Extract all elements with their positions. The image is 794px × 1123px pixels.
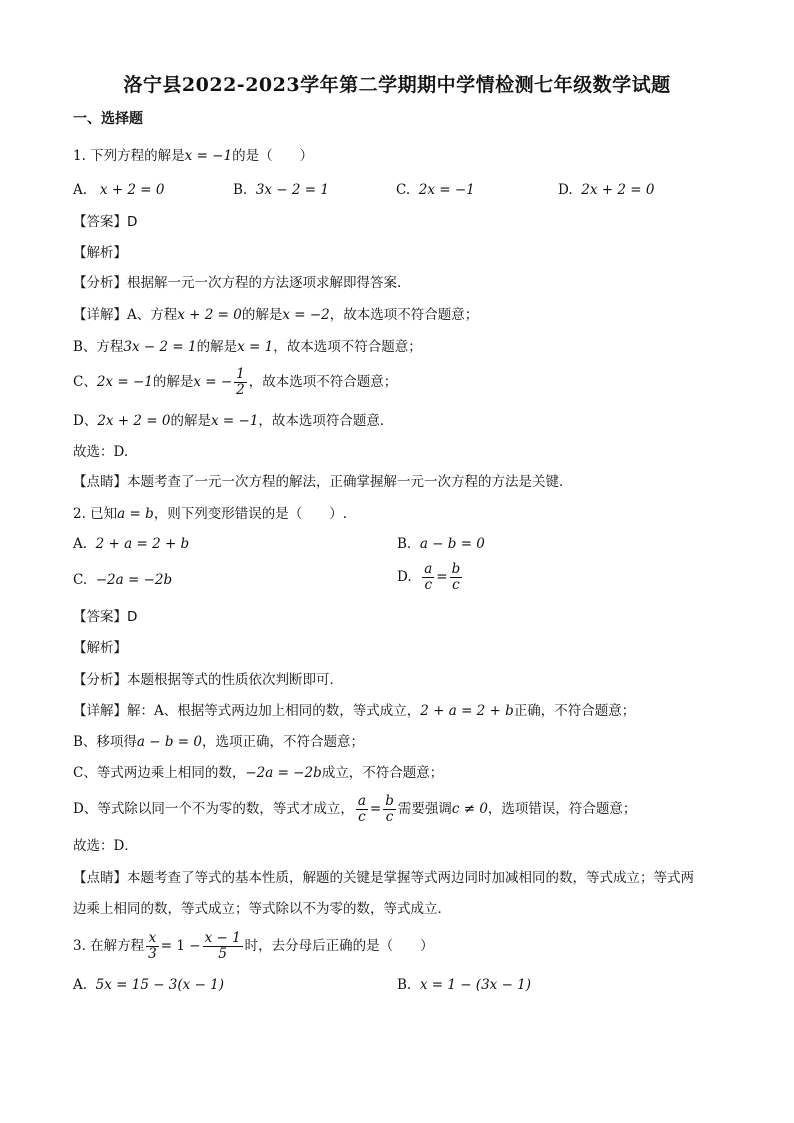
equals: =	[436, 569, 448, 585]
q2-xiangjie-c	[73, 763, 443, 783]
option-math: −2a = −2b	[95, 572, 173, 588]
q1-option-c	[396, 182, 475, 198]
q1-stem-math: x = −1	[184, 148, 233, 164]
text: 3. 在解方程	[73, 938, 145, 954]
text: ，故本选项不符合题意；	[329, 307, 479, 323]
numerator: a	[357, 793, 366, 809]
q1-xiangjie-a	[73, 305, 478, 325]
q1-stem-tail: 的是（ ）	[232, 148, 314, 164]
option-label: B.	[397, 977, 412, 993]
math: −2a = −2b	[245, 765, 322, 781]
denominator: c	[424, 577, 433, 593]
q1-stem	[73, 146, 313, 166]
numerator: x − 1	[204, 930, 241, 946]
option-label: D.	[558, 182, 573, 198]
option-label: C.	[396, 182, 411, 198]
q2-xiangjie-a	[73, 701, 635, 721]
text: D、等式除以同一个不为零的数，等式才成立，	[73, 801, 354, 817]
section-heading: 一、选择题	[73, 111, 143, 127]
q2-analysis-heading: 【解析】	[73, 640, 127, 656]
q2-option-d	[397, 562, 464, 593]
q1-xiangjie-c	[73, 364, 397, 400]
math: x = −1	[211, 413, 259, 429]
option-label: A.	[73, 536, 88, 552]
math: x + 2 = 0	[177, 307, 242, 323]
q1-dianjing: 【点睛】本题考查了一元一次方程的解法，正确掌握解一元一次方程的方法是关键．	[73, 474, 573, 490]
option-label: A.	[73, 977, 88, 993]
math: a − b = 0	[136, 734, 202, 750]
denominator: 2	[236, 382, 245, 398]
q2-conclusion: 故选：D．	[73, 838, 138, 854]
text: 需要强调	[397, 801, 452, 817]
text: ，故本选项不符合题意；	[248, 374, 398, 390]
numerator: x	[146, 931, 159, 947]
option-math: 2 + a = 2 + b	[95, 536, 190, 552]
text: 成立，不符合题意；	[321, 765, 444, 781]
numerator: 1	[236, 366, 245, 382]
text: ，则下列变形错误的是（ ）.	[153, 506, 348, 522]
q3-stem	[73, 928, 434, 964]
numerator: a	[424, 561, 433, 577]
math: 2x + 2 = 0	[97, 413, 171, 429]
denominator: 3	[148, 946, 157, 962]
option-math: 3x − 2 = 1	[255, 182, 329, 198]
text: ，故本选项符合题意．	[258, 413, 394, 429]
text: 2. 已知	[73, 506, 118, 522]
q1-answer: 【答案】D	[73, 214, 138, 230]
q2-answer: 【答案】D	[73, 609, 138, 625]
q1-option-b	[233, 182, 329, 198]
text: B、方程	[73, 339, 124, 355]
text: D、	[73, 413, 98, 429]
fraction	[450, 562, 463, 593]
text: 的解是	[196, 339, 238, 355]
option-label: D.	[397, 569, 412, 585]
text: B、移项得	[73, 734, 137, 750]
text: C、等式两边乘上相同的数，	[73, 765, 246, 781]
q2-option-b	[397, 536, 485, 552]
q2-option-c	[73, 572, 172, 588]
option-label: B.	[397, 536, 412, 552]
math: x = 1	[237, 339, 274, 355]
q2-fenxi: 【分析】本题根据等式的性质依次判断即可．	[73, 672, 343, 688]
option-math: x = 1 − (3x − 1)	[419, 977, 532, 993]
math: 3x − 2 = 1	[123, 339, 197, 355]
q1-xiangjie-b	[73, 337, 422, 357]
fraction	[356, 794, 368, 825]
fraction	[203, 931, 243, 962]
q1-xiangjie-d	[73, 411, 393, 431]
text: ，选项错误，符合题意；	[487, 801, 637, 817]
text: 【详解】解：A、根据等式两边加上相同的数，等式成立，	[73, 703, 421, 719]
option-math: x + 2 = 0	[99, 182, 165, 198]
q1-analysis-heading: 【解析】	[73, 245, 127, 261]
q2-xiangjie-d	[73, 791, 636, 827]
q3-option-b	[397, 977, 531, 993]
q1-option-d	[558, 182, 654, 198]
numerator: b	[385, 793, 394, 809]
denominator: c	[358, 809, 366, 825]
fraction	[383, 794, 396, 825]
denominator: c	[452, 577, 460, 593]
text: 时，去分母后正确的是（ ）	[244, 938, 434, 954]
text: 【详解】A、方程	[73, 307, 178, 323]
option-math: 5x = 15 − 3(x − 1)	[95, 977, 225, 993]
math: x = −2	[282, 307, 330, 323]
text: 的解是	[170, 413, 211, 429]
text: 的解是	[152, 374, 194, 390]
option-math: 2x + 2 = 0	[581, 182, 655, 198]
math: c ≠ 0	[451, 801, 488, 817]
option-label: C.	[73, 572, 88, 588]
text: ，选项正确，不符合题意；	[202, 734, 364, 750]
option-label: A.	[73, 182, 88, 198]
q2-stem	[73, 504, 347, 524]
denominator: c	[385, 809, 394, 825]
q1-option-a	[73, 182, 165, 198]
option-math: 2x = −1	[418, 182, 475, 198]
math: a = b	[117, 506, 154, 522]
q2-dianjing-line1: 【点睛】本题考查了等式的基本性质，解题的关键是掌握等式两边同时加减相同的数，等式成立；等式两	[73, 870, 694, 886]
fraction	[146, 931, 159, 962]
q2-dianjing-line2: 边乘上相同的数，等式成立；等式除以不为零的数，等式成立．	[73, 901, 451, 917]
fraction	[422, 562, 434, 593]
math: = 1 −	[160, 938, 201, 954]
page-title: 洛宁县2022-2023学年第二学期期中学情检测七年级数学试题	[123, 74, 671, 96]
q1-conclusion: 故选：D.	[73, 444, 129, 460]
math: 2 + a = 2 + b	[420, 703, 514, 719]
text: C、	[73, 374, 97, 390]
text: 的解是	[241, 307, 283, 323]
q1-fenxi: 【分析】根据解一元一次方程的方法逐项求解即得答案.	[73, 275, 402, 291]
math: x = −	[193, 374, 233, 390]
text: 正确，不符合题意；	[513, 703, 636, 719]
numerator: b	[451, 561, 461, 577]
q3-option-a	[73, 977, 224, 993]
q2-option-a	[73, 536, 189, 552]
q1-stem-text: 1. 下列方程的解是	[73, 148, 185, 164]
option-label: B.	[233, 182, 248, 198]
text: ，故本选项不符合题意；	[273, 339, 422, 355]
option-math: a − b = 0	[419, 536, 485, 552]
denominator: 5	[218, 946, 227, 962]
fraction	[234, 367, 247, 398]
equals: =	[369, 801, 382, 817]
q2-xiangjie-b	[73, 732, 364, 752]
math: 2x = −1	[96, 374, 153, 390]
